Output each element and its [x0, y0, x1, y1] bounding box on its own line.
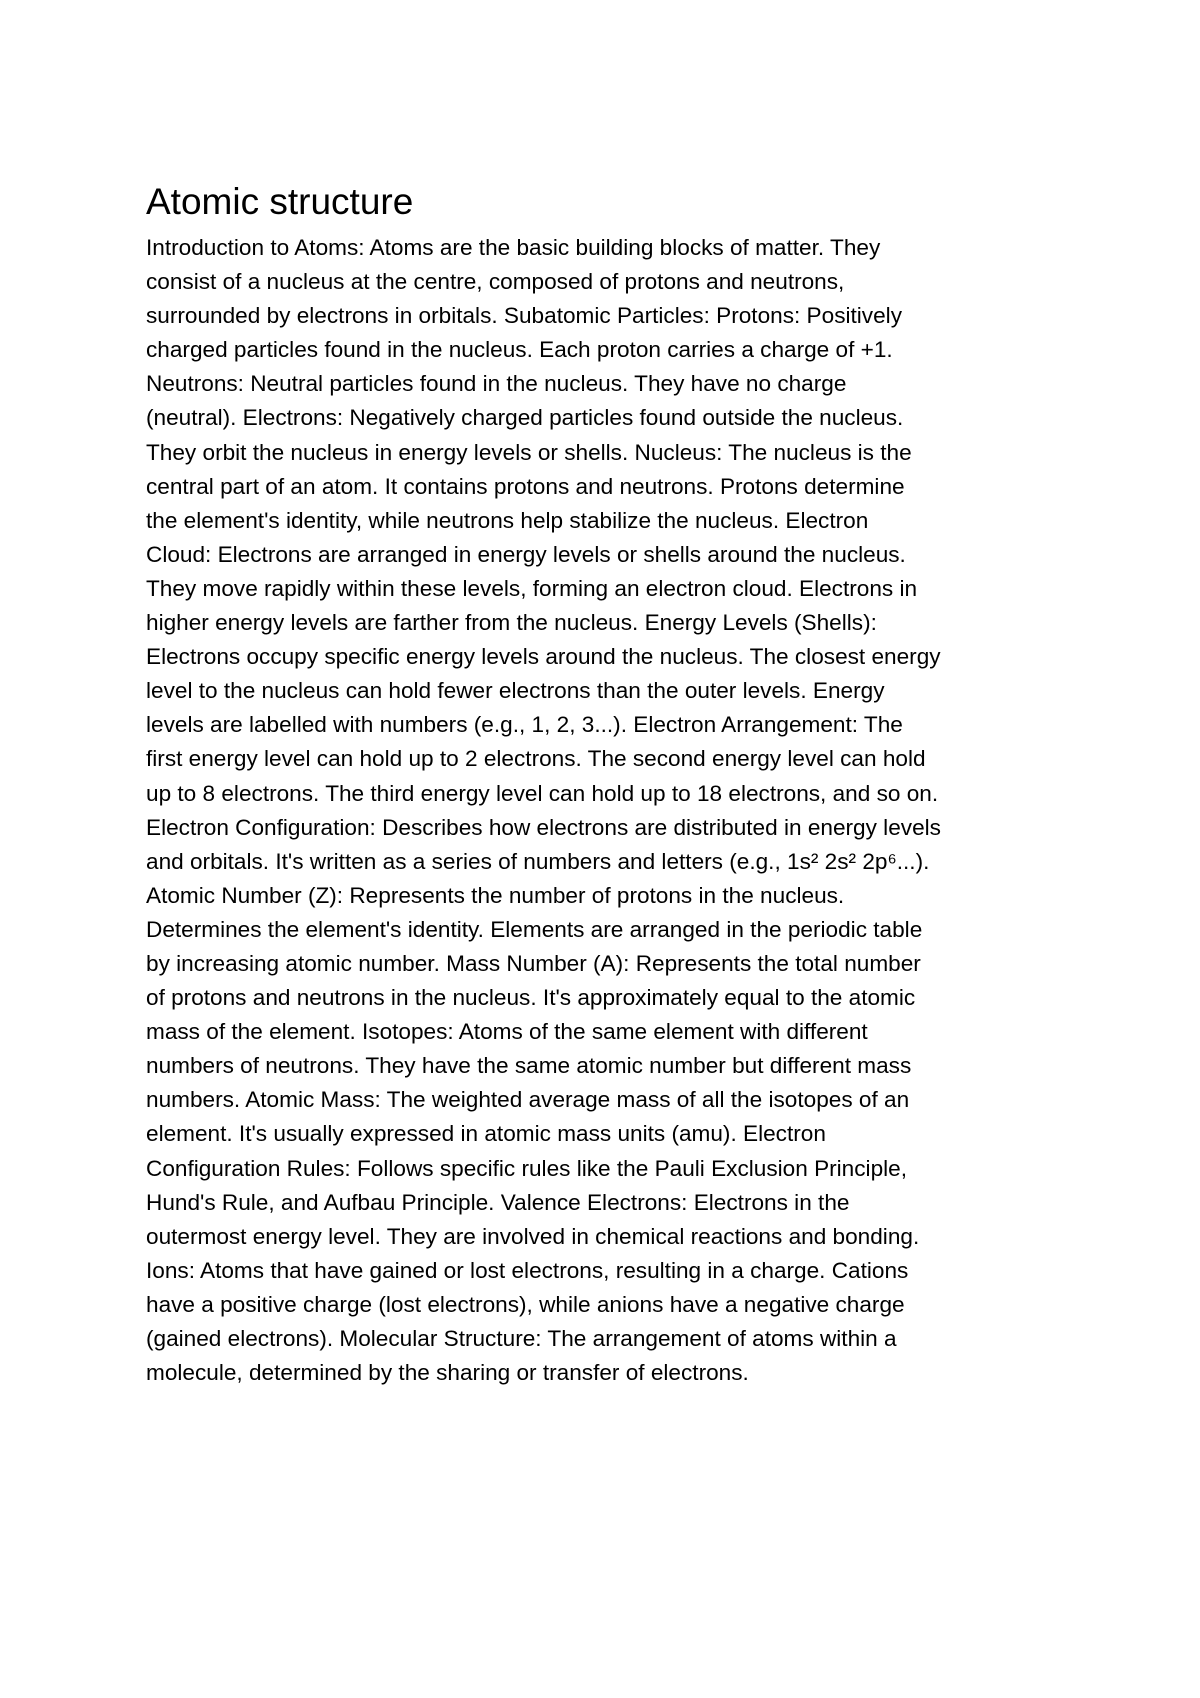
body-line: numbers of neutrons. They have the same atomic number but different mass: [146, 1053, 912, 1079]
body-line: and orbitals. It's written as a series of numbers and letters (e.g., 1s² 2s² 2p⁶...).: [146, 848, 930, 874]
body-line: Cloud: Electrons are arranged in energy levels or shells around the nucleus.: [146, 541, 906, 567]
body-line: molecule, determined by the sharing or transfer of electrons.: [146, 1360, 749, 1386]
body-line: Atomic Number (Z): Represents the number of protons in the nucleus.: [146, 882, 845, 908]
body-line: Hund's Rule, and Aufbau Principle. Valence Electrons: Electrons in the: [146, 1189, 850, 1215]
body-line: outermost energy level. They are involved in chemical reactions and bonding.: [146, 1223, 920, 1249]
body-line: They orbit the nucleus in energy levels or shells. Nucleus: The nucleus is the: [146, 439, 912, 465]
body-line: charged particles found in the nucleus. Each proton carries a charge of +1.: [146, 337, 893, 363]
body-line: levels are labelled with numbers (e.g., 1, 2, 3...). Electron Arrangement: The: [146, 712, 903, 738]
document-body: [146, 231, 1086, 1390]
document-title: Atomic structure: [146, 181, 414, 222]
body-line: surrounded by electrons in orbitals. Subatomic Particles: Protons: Positively: [146, 303, 902, 329]
body-line: have a positive charge (lost electrons), while anions have a negative charge: [146, 1291, 905, 1317]
body-line: element. It's usually expressed in atomic mass units (amu). Electron: [146, 1121, 826, 1147]
body-line: (neutral). Electrons: Negatively charged particles found outside the nucleus.: [146, 405, 904, 431]
body-line: level to the nucleus can hold fewer electrons than the outer levels. Energy: [146, 678, 885, 704]
body-line: first energy level can hold up to 2 electrons. The second energy level can hold: [146, 746, 926, 772]
body-line: mass of the element. Isotopes: Atoms of the same element with different: [146, 1019, 868, 1045]
body-line: up to 8 electrons. The third energy level can hold up to 18 electrons, and so on.: [146, 780, 939, 806]
body-line: Electrons occupy specific energy levels around the nucleus. The closest energy: [146, 644, 941, 670]
body-line: of protons and neutrons in the nucleus. It's approximately equal to the atomic: [146, 985, 916, 1011]
body-line: Ions: Atoms that have gained or lost electrons, resulting in a charge. Cations: [146, 1257, 909, 1283]
body-line: higher energy levels are farther from the nucleus. Energy Levels (Shells):: [146, 610, 877, 636]
body-line: Neutrons: Neutral particles found in the nucleus. They have no charge: [146, 371, 847, 397]
body-line: Configuration Rules: Follows specific rules like the Pauli Exclusion Principle,: [146, 1155, 907, 1181]
body-line: Determines the element's identity. Elements are arranged in the periodic table: [146, 916, 923, 942]
body-line: (gained electrons). Molecular Structure: The arrangement of atoms within a: [146, 1326, 897, 1351]
body-line: They move rapidly within these levels, forming an electron cloud. Electrons in: [146, 575, 918, 601]
body-line: Electron Configuration: Describes how electrons are distributed in energy levels: [146, 814, 941, 840]
body-line: the element's identity, while neutrons help stabilize the nucleus. Electron: [146, 507, 869, 533]
body-line: numbers. Atomic Mass: The weighted average mass of all the isotopes of an: [146, 1087, 910, 1113]
body-line: central part of an atom. It contains protons and neutrons. Protons determine: [146, 473, 905, 499]
body-line: by increasing atomic number. Mass Number (A): Represents the total number: [146, 950, 921, 976]
body-line: consist of a nucleus at the centre, composed of protons and neutrons,: [146, 269, 845, 295]
body-line: Introduction to Atoms: Atoms are the basic building blocks of matter. They: [146, 235, 881, 260]
